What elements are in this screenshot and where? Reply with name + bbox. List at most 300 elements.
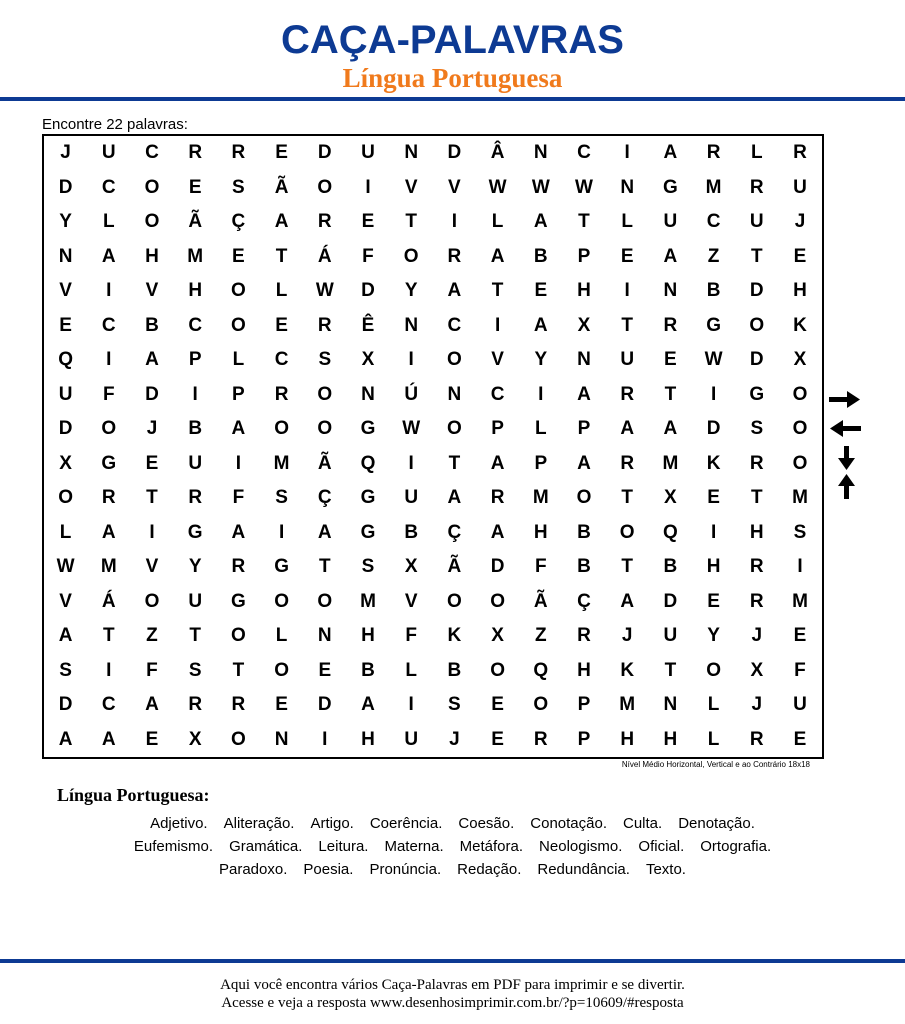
grid-letter[interactable]: R [231, 556, 246, 577]
grid-letter[interactable]: Z [146, 625, 158, 646]
grid-letter[interactable]: O [490, 590, 505, 612]
grid-letter[interactable]: A [533, 211, 548, 232]
grid-letter[interactable]: G [231, 590, 246, 612]
grid-letter[interactable]: I [149, 521, 155, 543]
grid-letter[interactable]: M [273, 452, 290, 474]
grid-letter[interactable]: N [274, 728, 289, 750]
grid-letter[interactable]: I [624, 280, 630, 301]
grid-letter[interactable]: A [101, 521, 116, 543]
grid-letter[interactable]: P [577, 694, 591, 715]
grid-letter[interactable]: R [317, 314, 332, 336]
grid-letter[interactable]: R [749, 556, 764, 577]
grid-letter[interactable]: L [707, 694, 720, 715]
grid-letter[interactable]: Ã [533, 590, 548, 612]
grid-letter[interactable]: T [232, 659, 245, 681]
grid-letter[interactable]: A [447, 487, 462, 508]
grid-letter[interactable]: L [534, 418, 547, 439]
grid-letter[interactable]: D [749, 280, 764, 301]
grid-letter[interactable]: I [106, 349, 112, 370]
grid-letter[interactable]: V [145, 556, 159, 577]
grid-letter[interactable]: G [187, 521, 203, 543]
grid-letter[interactable]: P [534, 452, 548, 474]
grid-letter[interactable]: T [750, 245, 763, 267]
grid-letter[interactable]: O [706, 659, 721, 681]
grid-letter[interactable]: G [360, 487, 376, 508]
grid-letter[interactable]: U [404, 728, 419, 750]
grid-letter[interactable]: R [533, 728, 548, 750]
grid-letter[interactable]: T [621, 556, 633, 577]
grid-letter[interactable]: Y [707, 625, 720, 646]
grid-letter[interactable]: Y [59, 211, 72, 232]
grid-letter[interactable]: D [663, 590, 678, 612]
grid-letter[interactable]: C [188, 314, 203, 336]
grid-letter[interactable]: N [447, 383, 462, 405]
grid-letter[interactable]: R [101, 487, 116, 508]
grid-letter[interactable]: Á [317, 245, 332, 267]
grid-letter[interactable]: X [664, 487, 677, 508]
grid-letter[interactable]: I [106, 659, 112, 681]
grid-letter[interactable]: N [620, 176, 635, 198]
grid-letter[interactable]: E [145, 728, 159, 750]
grid-letter[interactable]: F [794, 659, 806, 681]
grid-letter[interactable]: P [188, 349, 202, 370]
grid-letter[interactable]: Q [58, 349, 73, 370]
grid-letter[interactable]: R [749, 590, 764, 612]
grid-letter[interactable]: T [664, 383, 677, 405]
grid-letter[interactable]: B [577, 521, 591, 543]
grid-letter[interactable]: V [404, 590, 418, 612]
grid-letter[interactable]: Ê [361, 314, 375, 336]
grid-letter[interactable]: P [577, 728, 591, 750]
grid-letter[interactable]: A [620, 418, 635, 439]
grid-letter[interactable]: R [188, 487, 203, 508]
grid-letter[interactable]: Ç [577, 590, 591, 612]
grid-letter[interactable]: O [231, 314, 246, 336]
grid-letter[interactable]: D [706, 418, 721, 439]
grid-letter[interactable]: Z [534, 625, 547, 646]
grid-letter[interactable]: O [317, 590, 333, 612]
grid-letter[interactable]: M [100, 556, 117, 577]
grid-letter[interactable]: B [447, 659, 462, 681]
grid-letter[interactable]: J [146, 418, 158, 439]
grid-letter[interactable]: T [491, 280, 504, 301]
grid-letter[interactable]: A [145, 694, 159, 715]
grid-letter[interactable]: N [361, 383, 375, 405]
grid-letter[interactable]: O [317, 418, 333, 439]
grid-letter[interactable]: W [531, 176, 550, 198]
grid-letter[interactable]: O [447, 590, 462, 612]
grid-letter[interactable]: C [145, 142, 159, 163]
grid-letter[interactable]: Ç [317, 487, 332, 508]
grid-letter[interactable]: L [750, 142, 763, 163]
grid-letter[interactable]: I [797, 556, 803, 577]
grid-letter[interactable]: D [447, 142, 462, 163]
grid-letter[interactable]: E [793, 245, 807, 267]
grid-letter[interactable]: Q [663, 521, 678, 543]
grid-letter[interactable]: O [490, 659, 505, 681]
grid-letter[interactable]: R [577, 625, 591, 646]
grid-letter[interactable]: F [146, 659, 158, 681]
grid-letter[interactable]: B [663, 556, 678, 577]
grid-letter[interactable]: I [408, 694, 414, 715]
grid-letter[interactable]: N [404, 142, 419, 163]
grid-letter[interactable]: G [360, 521, 376, 543]
grid-letter[interactable]: E [620, 245, 634, 267]
grid-letter[interactable]: G [749, 383, 765, 405]
grid-letter[interactable]: T [750, 487, 763, 508]
grid-letter[interactable]: L [275, 280, 288, 301]
grid-letter[interactable]: K [447, 625, 462, 646]
grid-letter[interactable]: K [793, 314, 807, 336]
grid-letter[interactable]: A [663, 245, 678, 267]
grid-letter[interactable]: X [404, 556, 418, 577]
grid-letter[interactable]: H [361, 625, 375, 646]
grid-letter[interactable]: A [101, 728, 116, 750]
grid-letter[interactable]: I [322, 728, 328, 750]
grid-letter[interactable]: C [447, 314, 462, 336]
grid-letter[interactable]: U [101, 142, 116, 163]
grid-letter[interactable]: N [577, 349, 591, 370]
grid-letter[interactable]: O [144, 590, 160, 612]
grid-letter[interactable]: J [794, 211, 806, 232]
grid-letter[interactable]: M [792, 487, 808, 508]
grid-letter[interactable]: A [663, 142, 678, 163]
grid-letter[interactable]: S [232, 176, 245, 198]
grid-letter[interactable]: U [620, 349, 635, 370]
grid-letter[interactable]: G [360, 418, 376, 439]
grid-letter[interactable]: A [533, 314, 548, 336]
grid-letter[interactable]: L [405, 659, 417, 681]
grid-letter[interactable]: S [448, 694, 461, 715]
grid-letter[interactable]: M [532, 487, 549, 508]
grid-letter[interactable]: E [59, 314, 72, 336]
grid-letter[interactable]: X [750, 659, 764, 681]
grid-letter[interactable]: P [232, 383, 245, 405]
grid-letter[interactable]: D [58, 418, 73, 439]
grid-letter[interactable]: R [663, 314, 678, 336]
grid-letter[interactable]: I [710, 521, 717, 543]
grid-letter[interactable]: D [317, 142, 332, 163]
grid-letter[interactable]: L [707, 728, 720, 750]
grid-letter[interactable]: O [58, 487, 73, 508]
grid-letter[interactable]: T [318, 556, 331, 577]
grid-letter[interactable]: X [188, 728, 202, 750]
grid-letter[interactable]: E [707, 487, 720, 508]
grid-letter[interactable]: W [56, 556, 75, 577]
grid-letter[interactable]: P [491, 418, 504, 439]
grid-letter[interactable]: U [188, 590, 203, 612]
grid-letter[interactable]: O [619, 521, 635, 543]
grid-letter[interactable]: D [58, 176, 73, 198]
grid-letter[interactable]: G [101, 452, 117, 474]
grid-letter[interactable]: J [60, 142, 71, 163]
grid-letter[interactable]: T [405, 211, 417, 232]
grid-letter[interactable]: A [231, 418, 246, 439]
grid-letter[interactable]: Y [188, 556, 202, 577]
grid-letter[interactable]: E [232, 245, 245, 267]
grid-letter[interactable]: S [793, 521, 807, 543]
grid-letter[interactable]: S [318, 349, 332, 370]
grid-letter[interactable]: A [317, 521, 332, 543]
grid-letter[interactable]: A [101, 245, 116, 267]
grid-letter[interactable]: I [451, 211, 458, 232]
grid-letter[interactable]: R [490, 487, 505, 508]
grid-letter[interactable]: F [534, 556, 547, 577]
grid-letter[interactable]: W [488, 176, 507, 198]
grid-letter[interactable]: Ú [404, 383, 419, 405]
grid-letter[interactable]: I [408, 349, 414, 370]
grid-letter[interactable]: O [576, 487, 592, 508]
grid-letter[interactable]: B [188, 418, 203, 439]
grid-letter[interactable]: T [664, 659, 677, 681]
grid-letter[interactable]: U [663, 211, 678, 232]
grid-letter[interactable]: O [317, 176, 333, 198]
grid-letter[interactable]: F [102, 383, 115, 405]
grid-letter[interactable]: V [145, 280, 159, 301]
grid-letter[interactable]: A [577, 383, 591, 405]
grid-letter[interactable]: E [275, 694, 288, 715]
grid-letter[interactable]: O [274, 659, 289, 681]
grid-letter[interactable]: H [577, 659, 591, 681]
grid-letter[interactable]: E [145, 452, 159, 474]
grid-letter[interactable]: I [408, 452, 414, 474]
grid-letter[interactable]: I [106, 280, 112, 301]
grid-letter[interactable]: E [793, 728, 807, 750]
grid-letter[interactable]: T [189, 625, 201, 646]
grid-letter[interactable]: C [490, 383, 505, 405]
grid-letter[interactable]: L [102, 211, 115, 232]
grid-letter[interactable]: T [448, 452, 461, 474]
grid-letter[interactable]: N [663, 280, 678, 301]
grid-letter[interactable]: B [361, 659, 375, 681]
grid-letter[interactable]: G [663, 176, 678, 198]
grid-letter[interactable]: U [793, 176, 807, 198]
grid-letter[interactable]: L [59, 521, 72, 543]
grid-letter[interactable]: E [793, 625, 807, 646]
grid-letter[interactable]: X [491, 625, 504, 646]
grid-letter[interactable]: L [621, 211, 633, 232]
grid-letter[interactable]: K [706, 452, 721, 474]
grid-letter[interactable]: H [533, 521, 548, 543]
grid-letter[interactable]: S [750, 418, 764, 439]
grid-letter[interactable]: X [793, 349, 807, 370]
grid-letter[interactable]: I [192, 383, 198, 405]
grid-letter[interactable]: Ã [274, 176, 289, 198]
grid-letter[interactable]: U [663, 625, 678, 646]
grid-letter[interactable]: A [490, 452, 505, 474]
grid-letter[interactable]: O [274, 590, 289, 612]
grid-letter[interactable]: W [575, 176, 593, 198]
grid-letter[interactable]: Ç [447, 521, 462, 543]
grid-letter[interactable]: V [59, 280, 72, 301]
grid-letter[interactable]: L [491, 211, 504, 232]
grid-letter[interactable]: U [58, 383, 73, 405]
grid-letter[interactable]: N [58, 245, 73, 267]
grid-letter[interactable]: V [448, 176, 461, 198]
grid-letter[interactable]: O [447, 418, 462, 439]
grid-letter[interactable]: O [231, 728, 246, 750]
grid-letter[interactable]: C [274, 349, 289, 370]
grid-letter[interactable]: C [706, 211, 721, 232]
grid-letter[interactable]: I [365, 176, 371, 198]
grid-letter[interactable]: A [58, 625, 73, 646]
grid-letter[interactable]: A [274, 211, 289, 232]
grid-letter[interactable]: M [187, 245, 204, 267]
grid-letter[interactable]: U [793, 694, 807, 715]
grid-letter[interactable]: M [792, 590, 808, 612]
grid-letter[interactable]: W [402, 418, 421, 439]
grid-letter[interactable]: Â [490, 142, 505, 163]
grid-letter[interactable]: H [577, 280, 591, 301]
grid-letter[interactable]: R [706, 142, 721, 163]
grid-letter[interactable]: E [275, 314, 288, 336]
grid-letter[interactable]: M [360, 590, 376, 612]
grid-letter[interactable]: O [403, 245, 419, 267]
grid-letter[interactable]: X [577, 314, 591, 336]
grid-letter[interactable]: X [361, 349, 375, 370]
grid-letter[interactable]: O [317, 383, 333, 405]
grid-letter[interactable]: O [533, 694, 549, 715]
grid-letter[interactable]: G [706, 314, 721, 336]
grid-letter[interactable]: H [620, 728, 635, 750]
grid-letter[interactable]: I [278, 521, 285, 543]
grid-letter[interactable]: W [315, 280, 334, 301]
grid-letter[interactable]: E [707, 590, 720, 612]
grid-letter[interactable]: O [231, 280, 246, 301]
grid-letter[interactable]: Ã [188, 211, 203, 232]
grid-letter[interactable]: J [751, 694, 763, 715]
grid-letter[interactable]: T [102, 625, 115, 646]
grid-letter[interactable]: R [620, 383, 635, 405]
grid-letter[interactable]: R [231, 142, 246, 163]
grid-letter[interactable]: T [621, 314, 633, 336]
grid-letter[interactable]: M [619, 694, 636, 715]
grid-letter[interactable]: E [491, 728, 504, 750]
grid-letter[interactable]: R [188, 142, 203, 163]
grid-letter[interactable]: C [101, 694, 116, 715]
grid-letter[interactable]: B [145, 314, 159, 336]
grid-letter[interactable]: O [144, 176, 160, 198]
grid-letter[interactable]: U [188, 452, 203, 474]
grid-letter[interactable]: R [793, 142, 807, 163]
grid-letter[interactable]: A [145, 349, 159, 370]
grid-letter[interactable]: T [621, 487, 633, 508]
grid-letter[interactable]: T [146, 487, 158, 508]
grid-letter[interactable]: I [710, 383, 717, 405]
grid-letter[interactable]: I [538, 383, 544, 405]
grid-letter[interactable]: T [275, 245, 288, 267]
grid-letter[interactable]: A [447, 280, 462, 301]
grid-letter[interactable]: F [362, 245, 374, 267]
grid-letter[interactable]: Ç [231, 211, 246, 232]
grid-letter[interactable]: R [231, 694, 246, 715]
grid-letter[interactable]: V [491, 349, 504, 370]
grid-letter[interactable]: R [188, 694, 203, 715]
grid-letter[interactable]: O [447, 349, 462, 370]
grid-letter[interactable]: D [145, 383, 159, 405]
grid-letter[interactable]: Q [360, 452, 376, 474]
grid-letter[interactable]: H [663, 728, 678, 750]
grid-letter[interactable]: U [749, 211, 764, 232]
grid-letter[interactable]: O [274, 418, 289, 439]
grid-letter[interactable]: B [577, 556, 591, 577]
grid-letter[interactable]: S [361, 556, 375, 577]
grid-letter[interactable]: N [404, 314, 419, 336]
grid-letter[interactable]: D [58, 694, 73, 715]
grid-letter[interactable]: A [58, 728, 73, 750]
grid-letter[interactable]: H [188, 280, 203, 301]
grid-letter[interactable]: O [792, 418, 808, 439]
grid-letter[interactable]: L [232, 349, 245, 370]
grid-letter[interactable]: J [751, 625, 763, 646]
grid-letter[interactable]: C [101, 314, 116, 336]
grid-letter[interactable]: F [405, 625, 417, 646]
grid-letter[interactable]: N [533, 142, 548, 163]
grid-letter[interactable]: V [404, 176, 418, 198]
grid-letter[interactable]: S [275, 487, 288, 508]
grid-letter[interactable]: D [317, 694, 332, 715]
grid-letter[interactable]: D [361, 280, 375, 301]
grid-letter[interactable]: U [404, 487, 419, 508]
grid-letter[interactable]: H [145, 245, 159, 267]
grid-letter[interactable]: O [749, 314, 765, 336]
grid-letter[interactable]: D [490, 556, 505, 577]
grid-letter[interactable]: Y [404, 280, 418, 301]
grid-letter[interactable]: A [577, 452, 591, 474]
grid-letter[interactable]: C [577, 142, 591, 163]
grid-letter[interactable]: I [624, 142, 630, 163]
grid-letter[interactable]: A [620, 590, 635, 612]
grid-letter[interactable]: D [749, 349, 764, 370]
grid-letter[interactable]: O [792, 383, 808, 405]
grid-letter[interactable]: M [705, 176, 722, 198]
grid-letter[interactable]: S [59, 659, 72, 681]
grid-letter[interactable]: Á [101, 590, 116, 612]
grid-letter[interactable]: F [232, 487, 245, 508]
grid-letter[interactable]: E [188, 176, 202, 198]
grid-letter[interactable]: S [188, 659, 202, 681]
grid-letter[interactable]: G [274, 556, 289, 577]
grid-letter[interactable]: E [318, 659, 332, 681]
grid-letter[interactable]: O [792, 452, 808, 474]
grid-letter[interactable]: E [275, 142, 288, 163]
grid-letter[interactable]: E [534, 280, 548, 301]
grid-letter[interactable]: O [101, 418, 117, 439]
grid-letter[interactable]: A [231, 521, 246, 543]
grid-letter[interactable]: V [59, 590, 72, 612]
grid-letter[interactable]: H [749, 521, 764, 543]
grid-letter[interactable]: E [491, 694, 504, 715]
grid-letter[interactable]: N [663, 694, 678, 715]
grid-letter[interactable]: I [235, 452, 242, 474]
grid-letter[interactable]: I [494, 314, 501, 336]
grid-letter[interactable]: A [663, 418, 678, 439]
grid-letter[interactable]: O [144, 211, 160, 232]
grid-letter[interactable]: E [664, 349, 677, 370]
grid-letter[interactable]: T [578, 211, 590, 232]
grid-letter[interactable]: O [231, 625, 246, 646]
grid-letter[interactable]: B [706, 280, 721, 301]
grid-letter[interactable]: M [662, 452, 679, 474]
grid-letter[interactable]: R [620, 452, 635, 474]
grid-letter[interactable]: C [101, 176, 116, 198]
grid-letter[interactable]: U [361, 142, 375, 163]
grid-letter[interactable]: Y [534, 349, 548, 370]
grid-letter[interactable]: K [620, 659, 635, 681]
grid-letter[interactable]: W [704, 349, 723, 370]
grid-letter[interactable]: A [490, 245, 505, 267]
grid-letter[interactable]: Ã [317, 452, 332, 474]
